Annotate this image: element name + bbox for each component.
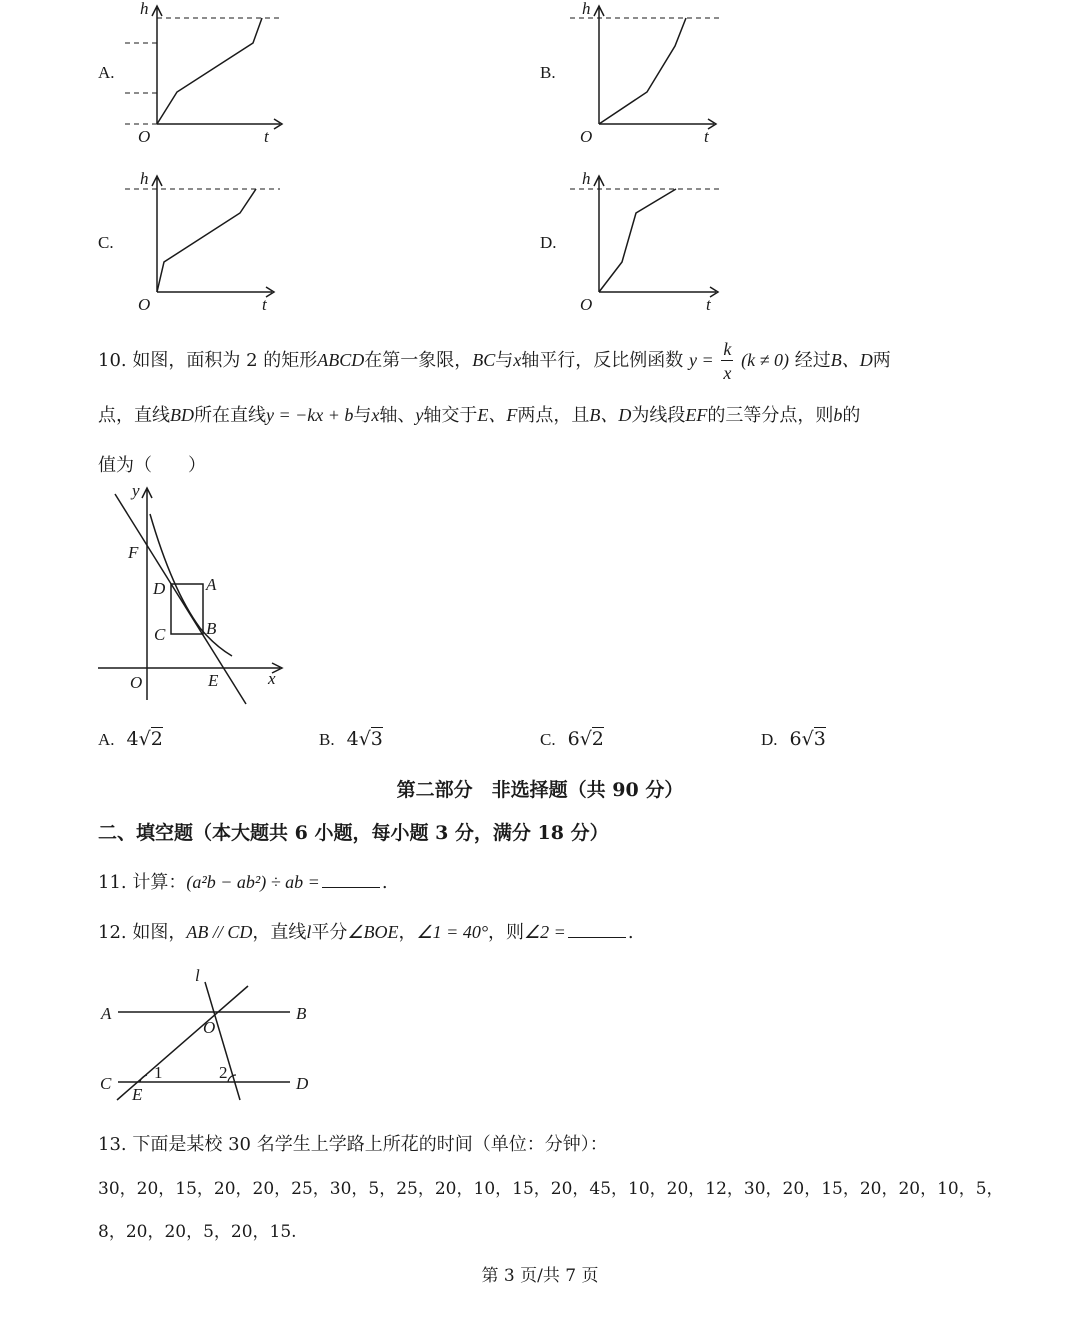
q10-text: 的	[842, 405, 861, 426]
q10-ef: EF	[685, 405, 708, 425]
q11-label: 计算：	[132, 872, 187, 893]
q10-choice-b[interactable]	[319, 728, 383, 750]
sqrt-sign: √	[138, 728, 151, 750]
q9-d-h-label: h	[582, 169, 591, 188]
q9-a-origin-label: O	[138, 127, 151, 146]
q10-label-e: E	[208, 671, 219, 690]
q9-d-t-label: t	[706, 295, 711, 314]
q12-label-2: 2	[219, 1063, 228, 1082]
q12-text: 如图，	[132, 922, 187, 943]
q10-label-c: C	[154, 625, 166, 644]
section2-title: 二、填空题（本大题共 6 小题，每小题 3 分，满分 18 分）	[98, 822, 609, 844]
q10-bc: BC	[472, 350, 496, 370]
page-footer: 第 3 页/共 7 页	[481, 1266, 599, 1286]
q12-l: l	[306, 922, 312, 942]
q9-c-h-label: h	[140, 169, 149, 188]
q10-text: 轴、	[379, 405, 416, 426]
q10-bd-points: B、D	[830, 350, 873, 370]
q12-parallel: AB // CD	[186, 922, 253, 942]
q12-label-o: O	[203, 1018, 216, 1037]
q12-text: ，	[398, 922, 417, 943]
q10-frac-num: k	[723, 339, 732, 359]
q12-given: ∠1 = 40°	[416, 922, 489, 942]
q9-c-t-label: t	[262, 295, 267, 314]
q10-text: 轴平行，反比例函数	[521, 350, 684, 371]
q12-angle: ∠BOE	[347, 922, 399, 942]
q10-number: 10.	[98, 350, 127, 371]
q11	[98, 868, 388, 894]
q9-graph-b-curve	[599, 18, 686, 124]
q9-b-h-label: h	[582, 0, 591, 18]
q12-number: 12.	[98, 922, 127, 943]
q10-ef-points: E、F	[477, 405, 518, 425]
sqrt-sign: √	[579, 728, 592, 750]
q10-text: 两	[872, 350, 891, 371]
q10-choice-a[interactable]	[98, 728, 163, 750]
q10-choice-c-coef: 6	[567, 728, 580, 750]
q12-answer-blank[interactable]	[568, 921, 626, 938]
q12-angle-arc-1	[140, 1075, 147, 1082]
q10-label-y: y	[132, 481, 140, 500]
q13-text: 下面是某校 30 名学生上学路上所花的时间（单位：分钟）：	[132, 1134, 608, 1155]
q12-text: 平分	[311, 922, 348, 943]
q13	[98, 1130, 608, 1156]
q10-bd: BD	[170, 405, 194, 425]
q12-ask: ∠2 =	[524, 922, 566, 942]
q10-choice-d[interactable]	[761, 728, 826, 750]
q10-label-f: F	[128, 543, 139, 562]
q10-x: x	[513, 350, 522, 370]
q12-label-b: B	[296, 1004, 307, 1023]
q10-bd-points: B、D	[589, 405, 632, 425]
q13-number: 13.	[98, 1134, 127, 1155]
sqrt-sign: √	[801, 728, 814, 750]
q9-option-c-letter: C.	[98, 233, 114, 252]
q10-choice-b-coef: 4	[346, 728, 359, 750]
q10-choice-c-letter: C.	[540, 730, 556, 749]
q9-a-h-label: h	[140, 0, 149, 18]
q10-rect-name: ABCD	[317, 350, 365, 370]
q10-line-3: 值为（ ）	[98, 455, 206, 476]
q10-text: 经过	[794, 350, 831, 371]
q10-label-x: x	[268, 669, 276, 688]
q10-choice-a-coef: 4	[126, 728, 139, 750]
q12	[98, 918, 634, 944]
q10-choice-a-radicand: 2	[150, 728, 163, 750]
q10-choice-c[interactable]	[540, 728, 604, 750]
q9-graph-c-curve	[157, 189, 256, 292]
q10-text: 为线段	[631, 405, 686, 426]
q10-text: 所在直线	[194, 405, 266, 426]
q10-x: x	[371, 405, 380, 425]
q10-choice-a-letter: A.	[98, 730, 115, 749]
q12-label-d: D	[296, 1074, 309, 1093]
q10-choice-d-coef: 6	[789, 728, 802, 750]
q10-choice-b-letter: B.	[319, 730, 335, 749]
q10-text: 点，直线	[98, 405, 170, 426]
q12-label-c: C	[100, 1074, 112, 1093]
q9-graph-d-curve	[599, 189, 676, 292]
q9-option-b-letter: B.	[540, 63, 556, 82]
q10-b: b	[833, 405, 843, 425]
q12-label-e: E	[132, 1085, 143, 1104]
q9-c-origin-label: O	[138, 295, 151, 314]
q9-option-a-letter: A.	[98, 63, 115, 82]
q10-text: 的三等分点，则	[707, 405, 834, 426]
q9-option-d-letter: D.	[540, 233, 557, 252]
part2-title: 第二部分 非选择题（共 90 分）	[396, 779, 684, 801]
q12-label-1: 1	[154, 1063, 163, 1082]
sqrt-sign: √	[358, 728, 371, 750]
q10-choice-d-letter: D.	[761, 730, 778, 749]
q13-data-line-1: 30，20，15，20，20，25，30，5，25，20，10，15，20，45，10，20，12，30，20，15，20，20，10，5，	[98, 1179, 1004, 1199]
q10-text: 两点，且	[517, 405, 590, 426]
q11-answer-blank[interactable]	[322, 871, 380, 888]
q10-label-b: B	[206, 619, 217, 638]
q12-transversal-eo	[117, 986, 248, 1100]
q9-b-t-label: t	[704, 127, 709, 146]
q10-condition: (k ≠ 0)	[741, 350, 789, 370]
q12-text: ，则	[488, 922, 525, 943]
q9-d-origin-label: O	[580, 295, 593, 314]
q11-number: 11.	[98, 872, 127, 893]
q10-line-1	[98, 340, 891, 382]
q10-choice-d-radicand: 3	[813, 728, 826, 750]
q12-end: .	[627, 922, 634, 943]
q10-text: 如图，面积为 2 的矩形	[132, 350, 318, 371]
q11-end: .	[381, 872, 388, 893]
q10-text: 在第一象限，	[364, 350, 473, 371]
q10-label-d: D	[153, 579, 166, 598]
q10-line-2	[98, 401, 860, 427]
q10-fraction	[721, 340, 733, 382]
q10-label-o: O	[130, 673, 143, 692]
q12-text: ，直线	[252, 922, 307, 943]
q10-frac-den: x	[723, 363, 732, 383]
q9-b-origin-label: O	[580, 127, 593, 146]
q10-y-eq: y =	[689, 350, 714, 370]
q12-label-l: l	[195, 966, 200, 985]
q9-graph-a-curve	[157, 18, 262, 124]
q9-a-t-label: t	[264, 127, 269, 146]
q12-label-a: A	[101, 1004, 112, 1023]
q10-line-eq: y = −kx + b	[266, 405, 354, 425]
q10-choice-b-radicand: 3	[370, 728, 383, 750]
q10-text: 轴交于	[423, 405, 478, 426]
q13-data-line-2: 8，20，20，5，20，15.	[98, 1222, 297, 1242]
q10-choice-c-radicand: 2	[591, 728, 604, 750]
q10-text: 与	[353, 405, 372, 426]
q10-y: y	[415, 405, 424, 425]
q11-expression: (a²b − ab²) ÷ ab =	[186, 872, 320, 892]
q10-label-a: A	[206, 575, 217, 594]
q10-text: 与	[495, 350, 514, 371]
